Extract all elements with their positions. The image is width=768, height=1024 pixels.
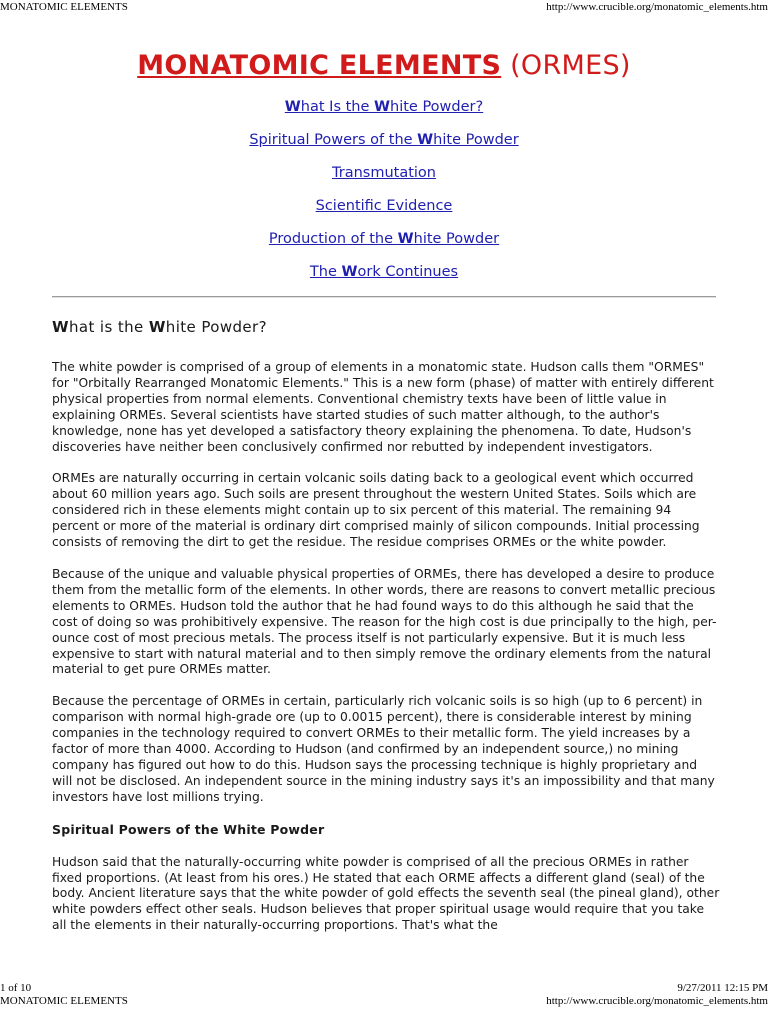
toc-link[interactable] <box>249 132 518 148</box>
section-heading-spiritual-powers: Spiritual Powers of the White Powder <box>52 821 325 837</box>
print-header-url: http://www.crucible.org/monatomic_elements.htm <box>546 1 768 13</box>
paragraph: Because the percentage of ORMEs in certain, particularly rich volcanic soils is so high (up to 6 percent) in comparison with normal high-grade ore (up to 0.0015 percent), there is considerable interest by mining companies in the technology required to convert ORMEs to their metallic form. The yield increases by a factor of more than 4000. According to Hudson (and confirmed by an independent source,) no mining company has figured out how to do this. Hudson says the processing technique is highly proprietary and will not be disclosed. An independent source in the mining industry says it's an impossibility and that many investors have lost millions trying. <box>52 694 715 804</box>
text-run: hat Is the <box>300 99 375 115</box>
toc-link[interactable] <box>332 165 436 181</box>
paragraph: ORMEs are naturally occurring in certain volcanic soils dating back to a geological event which occurred about 60 million years ago. Such soils are present throughout the western United States. Soils which are considered rich in these elements might contain up to six percent of this material. The remaining 94 percent or more of the material is ordinary dirt comprised mainly of silicon compounds. Initial processing consists of removing the dirt to get the residue. The residue comprises ORMEs or the white powder. <box>52 471 700 550</box>
page-title-main: MONATOMIC ELEMENTS <box>137 50 502 81</box>
print-header-next-page <box>0 994 768 1008</box>
emphasis-letter: W <box>374 99 391 115</box>
print-header-url: http://www.crucible.org/monatomic_elements.htm <box>546 995 768 1007</box>
toc-item <box>0 194 768 227</box>
toc-link[interactable] <box>310 264 458 280</box>
emphasis-letter: W <box>341 264 358 280</box>
emphasis-letter: W <box>148 318 166 336</box>
page-title <box>0 48 768 84</box>
toc-item <box>0 260 768 293</box>
horizontal-divider <box>52 296 716 298</box>
article-body <box>52 316 720 950</box>
toc-item <box>0 95 768 128</box>
toc-item <box>0 128 768 161</box>
page-cutoff <box>0 946 768 978</box>
print-header <box>0 0 768 14</box>
toc-link[interactable] <box>285 99 483 115</box>
toc-item <box>0 161 768 194</box>
print-footer-datetime: 9/27/2011 12:15 PM <box>677 982 768 994</box>
paragraph: The white powder is comprised of a group of elements in a monatomic state. Hudson calls them "ORMES" for "Orbitally Rearranged Monatomic Elements." This is a new form (phase) of matter with entirely different physical properties from normal elements. Conventional chemistry texts have been of little value in explaining ORMEs. Several scientists have started studies of such matter although, to the author's knowledge, none has yet developed a satisfactory theory explaining the phenomena. To date, Hudson's discoveries have neither been conclusively confirmed nor rebutted by independent investigators. <box>52 360 714 454</box>
text-run: hite Powder? <box>165 318 267 336</box>
print-footer <box>0 981 768 995</box>
paragraph: Because of the unique and valuable physical properties of ORMEs, there has developed a desire to produce them from the metallic form of the elements. In other words, there are reasons to convert metallic precious elements to ORMEs. Hudson told the author that he had found ways to do this although he said that the cost of doing so was prohibitively expensive. The reason for the high cost is due principally to the high, per-ounce cost of most precious metals. The process itself is not particularly expensive. But it is much less expensive to start with natural material and to then simply remove the ordinary elements from the natural material to get pure ORMEs matter. <box>52 566 717 677</box>
page-title-suffix: (ORMES) <box>501 50 631 81</box>
section-white-powder-body <box>52 360 720 806</box>
emphasis-letter: W <box>397 231 414 247</box>
toc-item <box>0 227 768 260</box>
section-heading-white-powder <box>52 316 720 338</box>
print-header-title: MONATOMIC ELEMENTS <box>0 1 128 13</box>
text-run: ork Continues <box>357 264 459 280</box>
table-of-contents <box>0 95 768 293</box>
emphasis-letter: W <box>417 132 434 148</box>
print-footer-page: 1 of 10 <box>0 982 32 994</box>
paragraph: Hudson said that the naturally-occurring white powder is comprised of all the precious ORMEs in rather fixed proportions. (At least from his ores.) He stated that each ORME affects a different gland (seal) of the body. Ancient literature says that the white powder of gold effects the seventh seal (the pineal gland), other white powders effect other seals. Hudson believes that proper spiritual usage would require that you take all the elements in their naturally-occurring proportions. That's what the <box>52 854 720 933</box>
text-run: Transmutation <box>332 165 436 181</box>
emphasis-letter: W <box>284 99 301 115</box>
text-run: Production of the <box>268 231 398 247</box>
text-run: hite Powder <box>413 231 500 247</box>
print-header-title: MONATOMIC ELEMENTS <box>0 995 128 1007</box>
text-run: Spiritual Powers of the <box>249 132 418 148</box>
toc-link[interactable] <box>269 231 499 247</box>
text-run: Scientific Evidence <box>315 198 453 214</box>
text-run: hat is the <box>68 318 149 336</box>
toc-link[interactable] <box>316 198 453 214</box>
emphasis-letter: W <box>52 318 69 336</box>
text-run: The <box>309 264 342 280</box>
text-run: hite Powder? <box>390 99 484 115</box>
text-run: hite Powder <box>433 132 519 148</box>
